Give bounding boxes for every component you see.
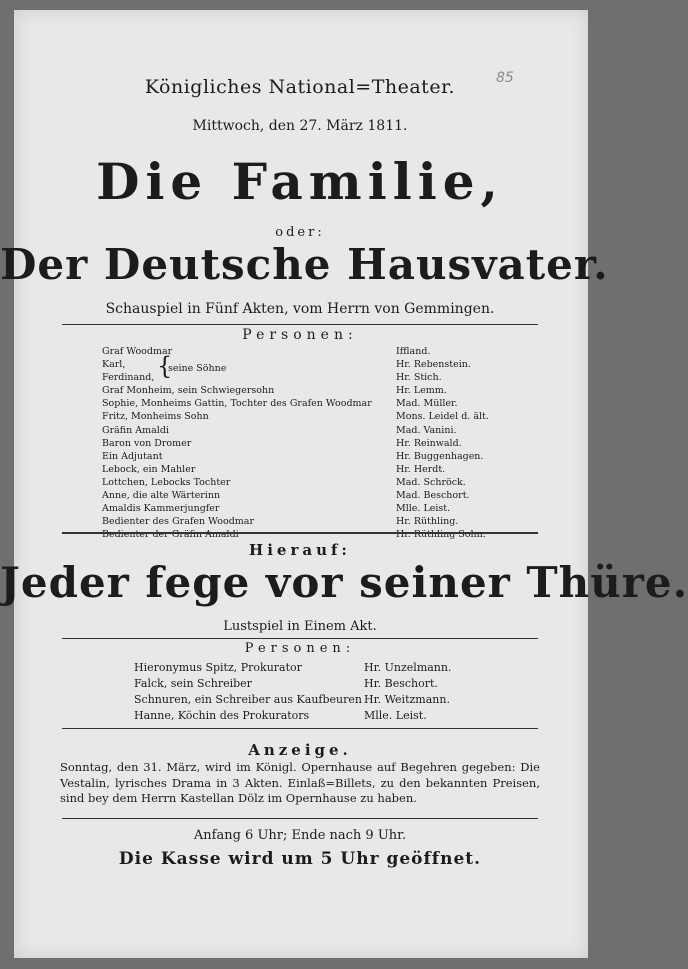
actor-1: Hr. Unzelmann. <box>364 661 452 674</box>
play1-personen-heading: Personen: <box>242 327 358 343</box>
play1-oder: oder: <box>275 225 325 240</box>
play2-title: Jeder fege vor seiner Thüre. <box>0 558 688 607</box>
play2-genre: Lustspiel in Einem Akt. <box>223 619 377 634</box>
role-8: Baron von Dromer <box>102 437 192 449</box>
play1-actors <box>396 345 489 541</box>
actor-11: Mad. Schröck. <box>396 476 466 488</box>
play1-title: Die Familie, <box>96 152 504 211</box>
role-3: Ferdinand, <box>102 372 155 384</box>
role-12: Anne, die alte Wärterinn <box>102 490 221 502</box>
role-2: Karl, <box>102 359 126 371</box>
actor-15: Hr. Rüthling Sohn. <box>396 529 486 541</box>
actor-5: Mad. Müller. <box>396 398 458 410</box>
role-6: Fritz, Monheims Sohn <box>102 411 209 423</box>
actor-7: Mad. Vanini. <box>396 424 457 436</box>
actor-4: Mlle. Leist. <box>364 709 427 722</box>
role-5: Sophie, Monheims Gattin, Tochter des Grafen Woodmar <box>102 398 372 410</box>
divider <box>62 728 538 729</box>
actor-3: Hr. Weitzmann. <box>364 693 450 706</box>
actor-8: Hr. Reinwald. <box>396 437 462 449</box>
role-3: Schnuren, ein Schreiber aus Kaufbeuren <box>134 693 362 706</box>
play1-subtitle: Der Deutsche Hausvater. <box>0 240 609 289</box>
box-office-note: Die Kasse wird um 5 Uhr geöffnet. <box>118 849 482 869</box>
actor-13: Mlle. Leist. <box>396 503 451 515</box>
role-2: Falck, sein Schreiber <box>134 677 252 690</box>
performance-times: Anfang 6 Uhr; Ende nach 9 Uhr. <box>193 828 407 843</box>
role-15: Bedienter der Gräfin Amaldi <box>102 529 239 541</box>
actor-2: Hr. Rebenstein. <box>396 359 471 371</box>
pencil-annotation: 85 <box>496 70 514 86</box>
role-9: Ein Adjutant <box>102 450 163 462</box>
play2-personen-heading: Personen: <box>244 641 356 656</box>
brace-symbol: { <box>157 352 173 380</box>
hierauf-heading: Hierauf: <box>249 541 351 559</box>
role-1: Graf Woodmar <box>102 346 173 357</box>
theater-name: Königliches National=Theater. <box>144 76 456 98</box>
role-7: Gräfin Amaldi <box>102 424 169 436</box>
role-4: Hanne, Köchin des Prokurators <box>134 709 310 722</box>
play2-roles <box>134 660 362 724</box>
actor-9: Hr. Buggenhagen. <box>396 450 484 462</box>
actor-2: Hr. Beschort. <box>364 677 438 690</box>
notice-text: Sonntag, den 31. März, wird im Königl. Opernhause auf Begehren gegeben: Die Vestalin, lyrisches Drama in 3 Akten. Einlaß=Billets, zu den bekannten Preisen, sind bey dem Herrn Kastellan Dölz im Opernhause zu haben. <box>60 760 540 805</box>
actor-10: Hr. Herdt. <box>396 463 446 475</box>
play2-actors <box>364 660 451 724</box>
sons-note: seine Söhne <box>168 363 227 374</box>
role-13: Amaldis Kammerjungfer <box>102 503 220 515</box>
performance-date: Mittwoch, den 27. März 1811. <box>192 118 408 134</box>
role-4: Graf Monheim, sein Schwiegersohn <box>102 385 275 397</box>
actor-3: Hr. Stich. <box>396 372 442 384</box>
divider <box>62 532 538 534</box>
divider <box>62 324 538 325</box>
notice-heading: Anzeige. <box>248 741 352 759</box>
role-11: Lottchen, Lebocks Tochter <box>102 476 231 488</box>
actor-12: Mad. Beschort. <box>396 490 470 502</box>
play1-genre: Schauspiel in Fünf Akten, vom Herrn von Gemmingen. <box>105 301 495 317</box>
role-14: Bedienter des Grafen Woodmar <box>102 516 254 528</box>
divider <box>62 638 538 639</box>
actor-1: Iffland. <box>396 346 431 357</box>
play1-roles <box>102 345 372 541</box>
actor-6: Mons. Leidel d. ält. <box>396 411 489 423</box>
divider <box>62 818 538 819</box>
actor-4: Hr. Lemm. <box>396 385 447 397</box>
role-1: Hieronymus Spitz, Prokurator <box>134 661 302 674</box>
actor-14: Hr. Rüthling. <box>396 516 459 528</box>
role-10: Lebock, ein Mahler <box>102 463 196 475</box>
